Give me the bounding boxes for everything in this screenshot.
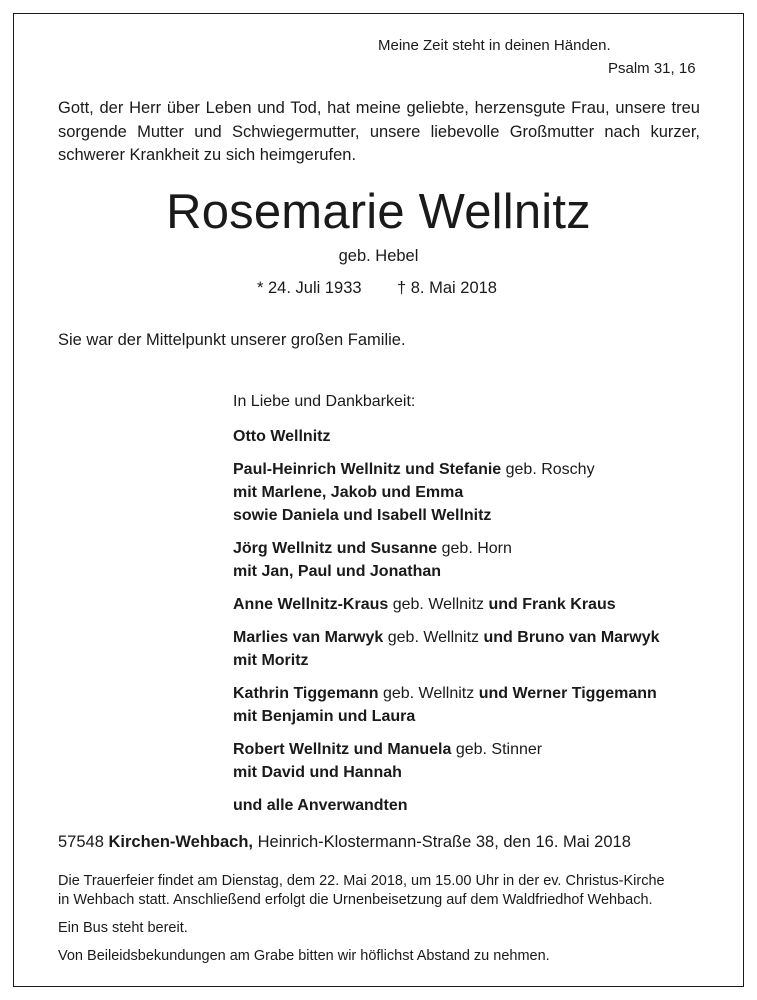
family-relatives: und alle Anverwandten: [233, 797, 408, 814]
maiden-note: geb. Horn: [437, 540, 512, 557]
family-heading: In Liebe und Dankbarkeit:: [233, 393, 416, 410]
address-town: Kirchen-Wehbach,: [108, 833, 254, 851]
maiden-note: geb. Stinner: [451, 741, 543, 758]
family-group: [233, 626, 660, 672]
maiden-note: geb. Wellnitz: [388, 596, 489, 613]
funeral-line-1: Die Trauerfeier findet am Dienstag, dem 22. Mai 2018, um 15.00 Uhr in der ev. Christus-Kirche: [58, 873, 665, 889]
address-zip: 57548: [58, 833, 109, 851]
family-children: mit Benjamin und Laura: [233, 708, 416, 725]
family-name: Kathrin Tiggemann: [233, 685, 379, 702]
family-name: Otto Wellnitz: [233, 428, 331, 445]
family-group: [233, 458, 660, 527]
family-children: sowie Daniela und Isabell Wellnitz: [233, 507, 492, 524]
family-spouse: und Frank Kraus: [488, 596, 616, 613]
intro-paragraph: Gott, der Herr über Leben und Tod, hat meine geliebte, herzensgute Frau, unsere treu sorgende Mutter und Schwiegermutter, unsere liebevolle Großmutter nach kurzer, schwerer Krankheit zu sich heimgerufen.: [58, 99, 700, 164]
motto-reference: Psalm 31, 16: [608, 60, 696, 77]
deceased-name: Rosemarie Wellnitz: [166, 185, 591, 239]
family-group: [233, 537, 660, 583]
family-group: [233, 593, 660, 616]
family-name: Anne Wellnitz-Kraus: [233, 596, 389, 613]
address-rest: Heinrich-Klostermann-Straße 38, den 16. Mai 2018: [253, 833, 631, 851]
family-children: mit Marlene, Jakob und Emma: [233, 484, 464, 501]
motto-text: Meine Zeit steht in deinen Händen.: [378, 37, 611, 54]
family-group: [233, 682, 660, 728]
maiden-note: geb. Wellnitz: [383, 629, 484, 646]
family-spouse: und Werner Tiggemann: [478, 685, 657, 702]
family-children: mit Jan, Paul und Jonathan: [233, 563, 442, 580]
condolence-note: Von Beileidsbekundungen am Grabe bitten wir höflichst Abstand zu nehmen.: [58, 948, 550, 964]
family-group: [233, 738, 660, 784]
death-date: † 8. Mai 2018: [397, 279, 497, 297]
funeral-line-2: in Wehbach statt. Anschließend erfolgt die Urnenbeisetzung auf dem Waldfriedhof Wehbach.: [58, 892, 653, 908]
family-children: mit Moritz: [233, 652, 309, 669]
family-name: Jörg Wellnitz und Susanne: [233, 540, 438, 557]
maiden-name: geb. Hebel: [338, 247, 419, 265]
family-name: Paul-Heinrich Wellnitz und Stefanie: [233, 461, 502, 478]
maiden-note: geb. Wellnitz: [378, 685, 479, 702]
family-name: Robert Wellnitz und Manuela: [233, 741, 452, 758]
maiden-note: geb. Roschy: [501, 461, 595, 478]
family-spouse: und Bruno van Marwyk: [483, 629, 660, 646]
tribute-line: Sie war der Mittelpunkt unserer großen Familie.: [58, 331, 406, 349]
family-children: mit David und Hannah: [233, 764, 402, 781]
bus-note: Ein Bus steht bereit.: [58, 920, 188, 936]
family-list: [233, 390, 660, 827]
family-name: Marlies van Marwyk: [233, 629, 384, 646]
birth-date: * 24. Juli 1933: [257, 279, 362, 297]
family-group: [233, 425, 660, 448]
address-line: [58, 833, 631, 852]
family-group: [233, 794, 660, 817]
